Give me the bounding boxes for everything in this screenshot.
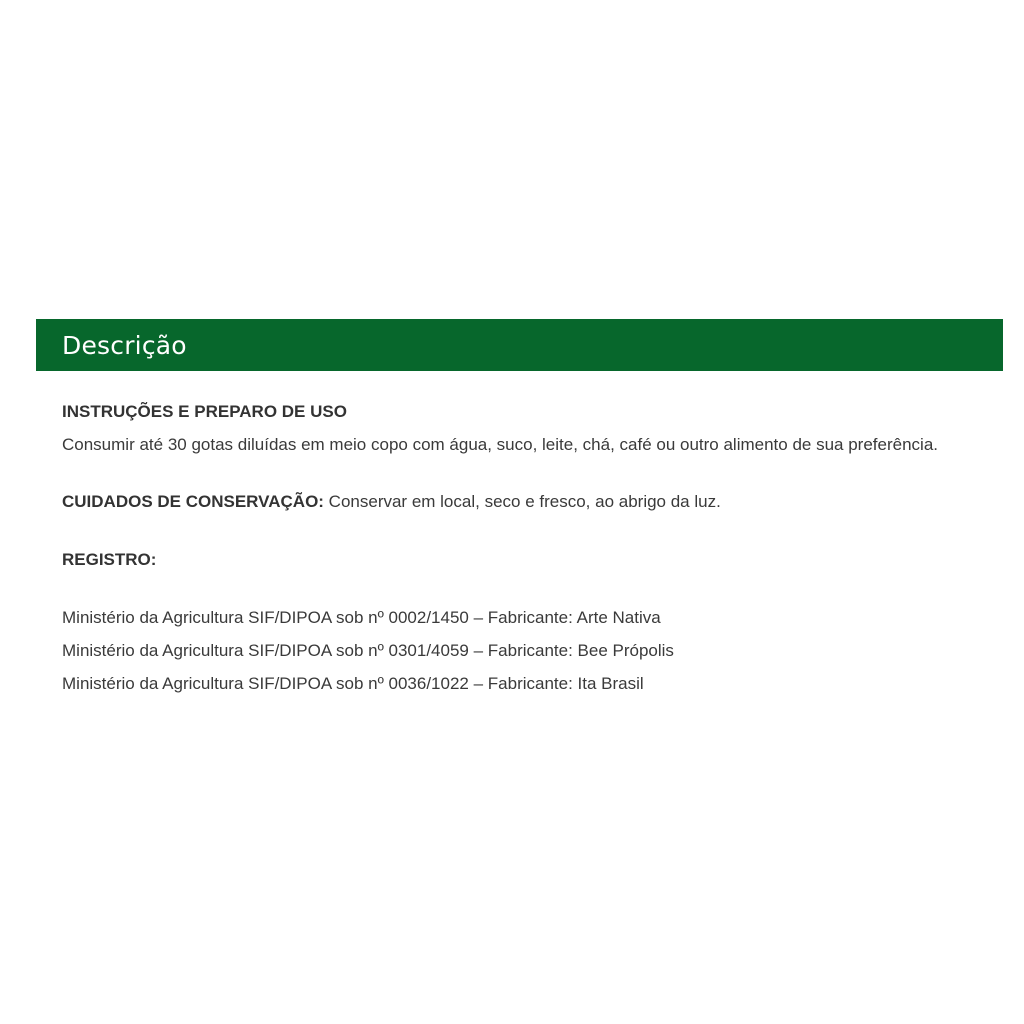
registry-item: Ministério da Agricultura SIF/DIPOA sob nº 0036/1022 – Fabricante: Ita Brasil bbox=[62, 674, 644, 693]
care-text: Conservar em local, seco e fresco, ao abrigo da luz. bbox=[323, 492, 721, 511]
registry-heading: REGISTRO: bbox=[62, 550, 157, 569]
care-label: CUIDADOS DE CONSERVAÇÃO: bbox=[62, 492, 324, 511]
instructions-heading: INSTRUÇÕES E PREPARO DE USO bbox=[62, 402, 347, 421]
registry-item: Ministério da Agricultura SIF/DIPOA sob nº 0002/1450 – Fabricante: Arte Nativa bbox=[62, 608, 661, 627]
description-section-header bbox=[36, 319, 1003, 371]
instructions-text: Consumir até 30 gotas diluídas em meio copo com água, suco, leite, chá, café ou outro alimento de sua preferência. bbox=[62, 435, 938, 454]
section-title: Descrição bbox=[62, 330, 187, 360]
registry-item: Ministério da Agricultura SIF/DIPOA sob nº 0301/4059 – Fabricante: Bee Própolis bbox=[62, 641, 674, 660]
care-paragraph bbox=[62, 490, 721, 514]
